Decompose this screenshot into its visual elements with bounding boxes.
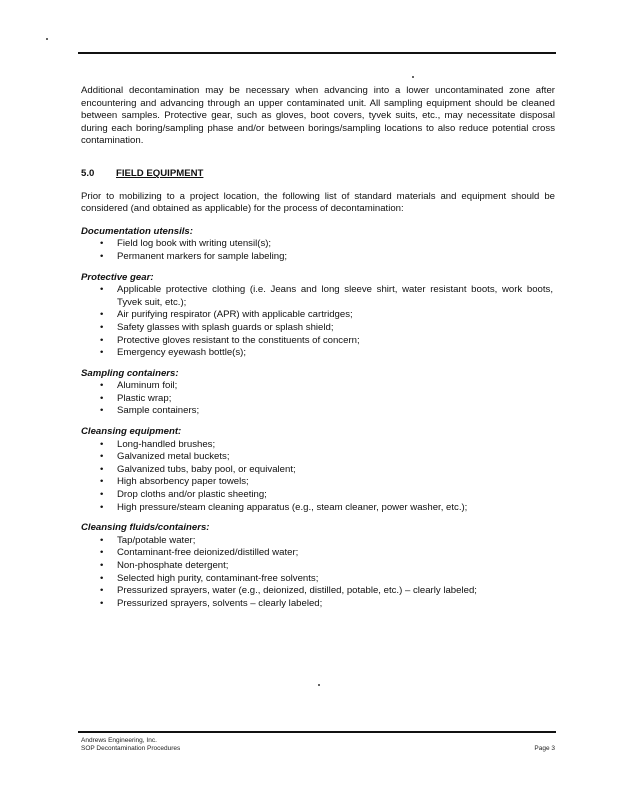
list-item: • Sample containers;: [81, 405, 555, 418]
bullet-list: [81, 535, 555, 611]
list-item: • Galvanized tubs, baby pool, or equivalent;: [81, 464, 555, 477]
bullet-list: [81, 284, 555, 360]
list-item: • High absorbency paper towels;: [81, 476, 555, 489]
page-body: [81, 85, 555, 618]
footer-page-number: Page 3: [534, 745, 555, 752]
footer-rule: [78, 731, 556, 733]
scan-speck: [412, 76, 414, 78]
group-title: Sampling containers:: [81, 367, 179, 379]
scan-speck: [46, 38, 48, 40]
equipment-group: [81, 426, 555, 514]
scan-speck: [318, 684, 320, 686]
section-heading: [81, 168, 555, 181]
list-item: • Pressurized sprayers, water (e.g., deionized, distilled, potable, etc.) – clearly labeled;: [81, 585, 555, 598]
equipment-group: [81, 368, 555, 418]
list-item: • High pressure/steam cleaning apparatus (e.g., steam cleaner, power washer, etc.);: [81, 502, 555, 515]
list-item: • Contaminant-free deionized/distilled water;: [81, 547, 555, 560]
equipment-groups: [81, 226, 555, 611]
footer-document: SOP Decontamination Procedures: [81, 745, 181, 752]
list-item: • Permanent markers for sample labeling;: [81, 251, 555, 264]
group-title: Cleansing equipment:: [81, 426, 182, 438]
bullet-list: [81, 380, 555, 418]
list-item: • Protective gloves resistant to the constituents of concern;: [81, 335, 555, 348]
equipment-group: [81, 522, 555, 610]
bullet-list: [81, 238, 555, 263]
list-item: • Long-handled brushes;: [81, 439, 555, 452]
footer-company: Andrews Engineering, Inc.: [81, 737, 157, 744]
group-title: Cleansing fluids/containers:: [81, 522, 210, 534]
equipment-group: [81, 226, 555, 264]
section-title: FIELD EQUIPMENT: [116, 167, 204, 179]
equipment-group: [81, 272, 555, 360]
header-rule: [78, 52, 556, 54]
list-item: • Tap/potable water;: [81, 535, 555, 548]
list-item: • Non-phosphate detergent;: [81, 560, 555, 573]
bullet-list: [81, 439, 555, 515]
list-item: • Emergency eyewash bottle(s);: [81, 347, 555, 360]
list-item: • Pressurized sprayers, solvents – clearly labeled;: [81, 598, 555, 611]
list-item: • Plastic wrap;: [81, 393, 555, 406]
page-footer: [81, 737, 555, 753]
section-number: 5.0: [81, 167, 95, 179]
list-item: • Selected high purity, contaminant-free solvents;: [81, 573, 555, 586]
list-item: • Galvanized metal buckets;: [81, 451, 555, 464]
section-intro: Prior to mobilizing to a project location, the following list of standard materials and equipment should be considered (and obtained as applicable) for the process of decontamination:: [81, 190, 555, 215]
list-item: • Field log book with writing utensil(s);: [81, 238, 555, 251]
intro-paragraph: Additional decontamination may be necessary when advancing into a lower uncontaminated zone after encountering and advancing through an upper contaminated unit. All sampling equipment should be cleaned between samples. Protective gear, such as gloves, boot covers, tyvek suits, etc., may necessitate disposal during each boring/sampling phase and/or between borings/sampling locations to also reduce potential cross contamination.: [81, 85, 555, 147]
list-item: • Safety glasses with splash guards or splash shield;: [81, 322, 555, 335]
list-item: • Aluminum foil;: [81, 380, 555, 393]
list-item: • Drop cloths and/or plastic sheeting;: [81, 489, 555, 502]
group-title: Documentation utensils:: [81, 225, 193, 237]
list-item: • Air purifying respirator (APR) with applicable cartridges;: [81, 309, 555, 322]
group-title: Protective gear:: [81, 271, 154, 283]
list-item: • Applicable protective clothing (i.e. Jeans and long sleeve shirt, water resistant boots, work boots, Tyvek suit, etc.);: [81, 284, 555, 309]
